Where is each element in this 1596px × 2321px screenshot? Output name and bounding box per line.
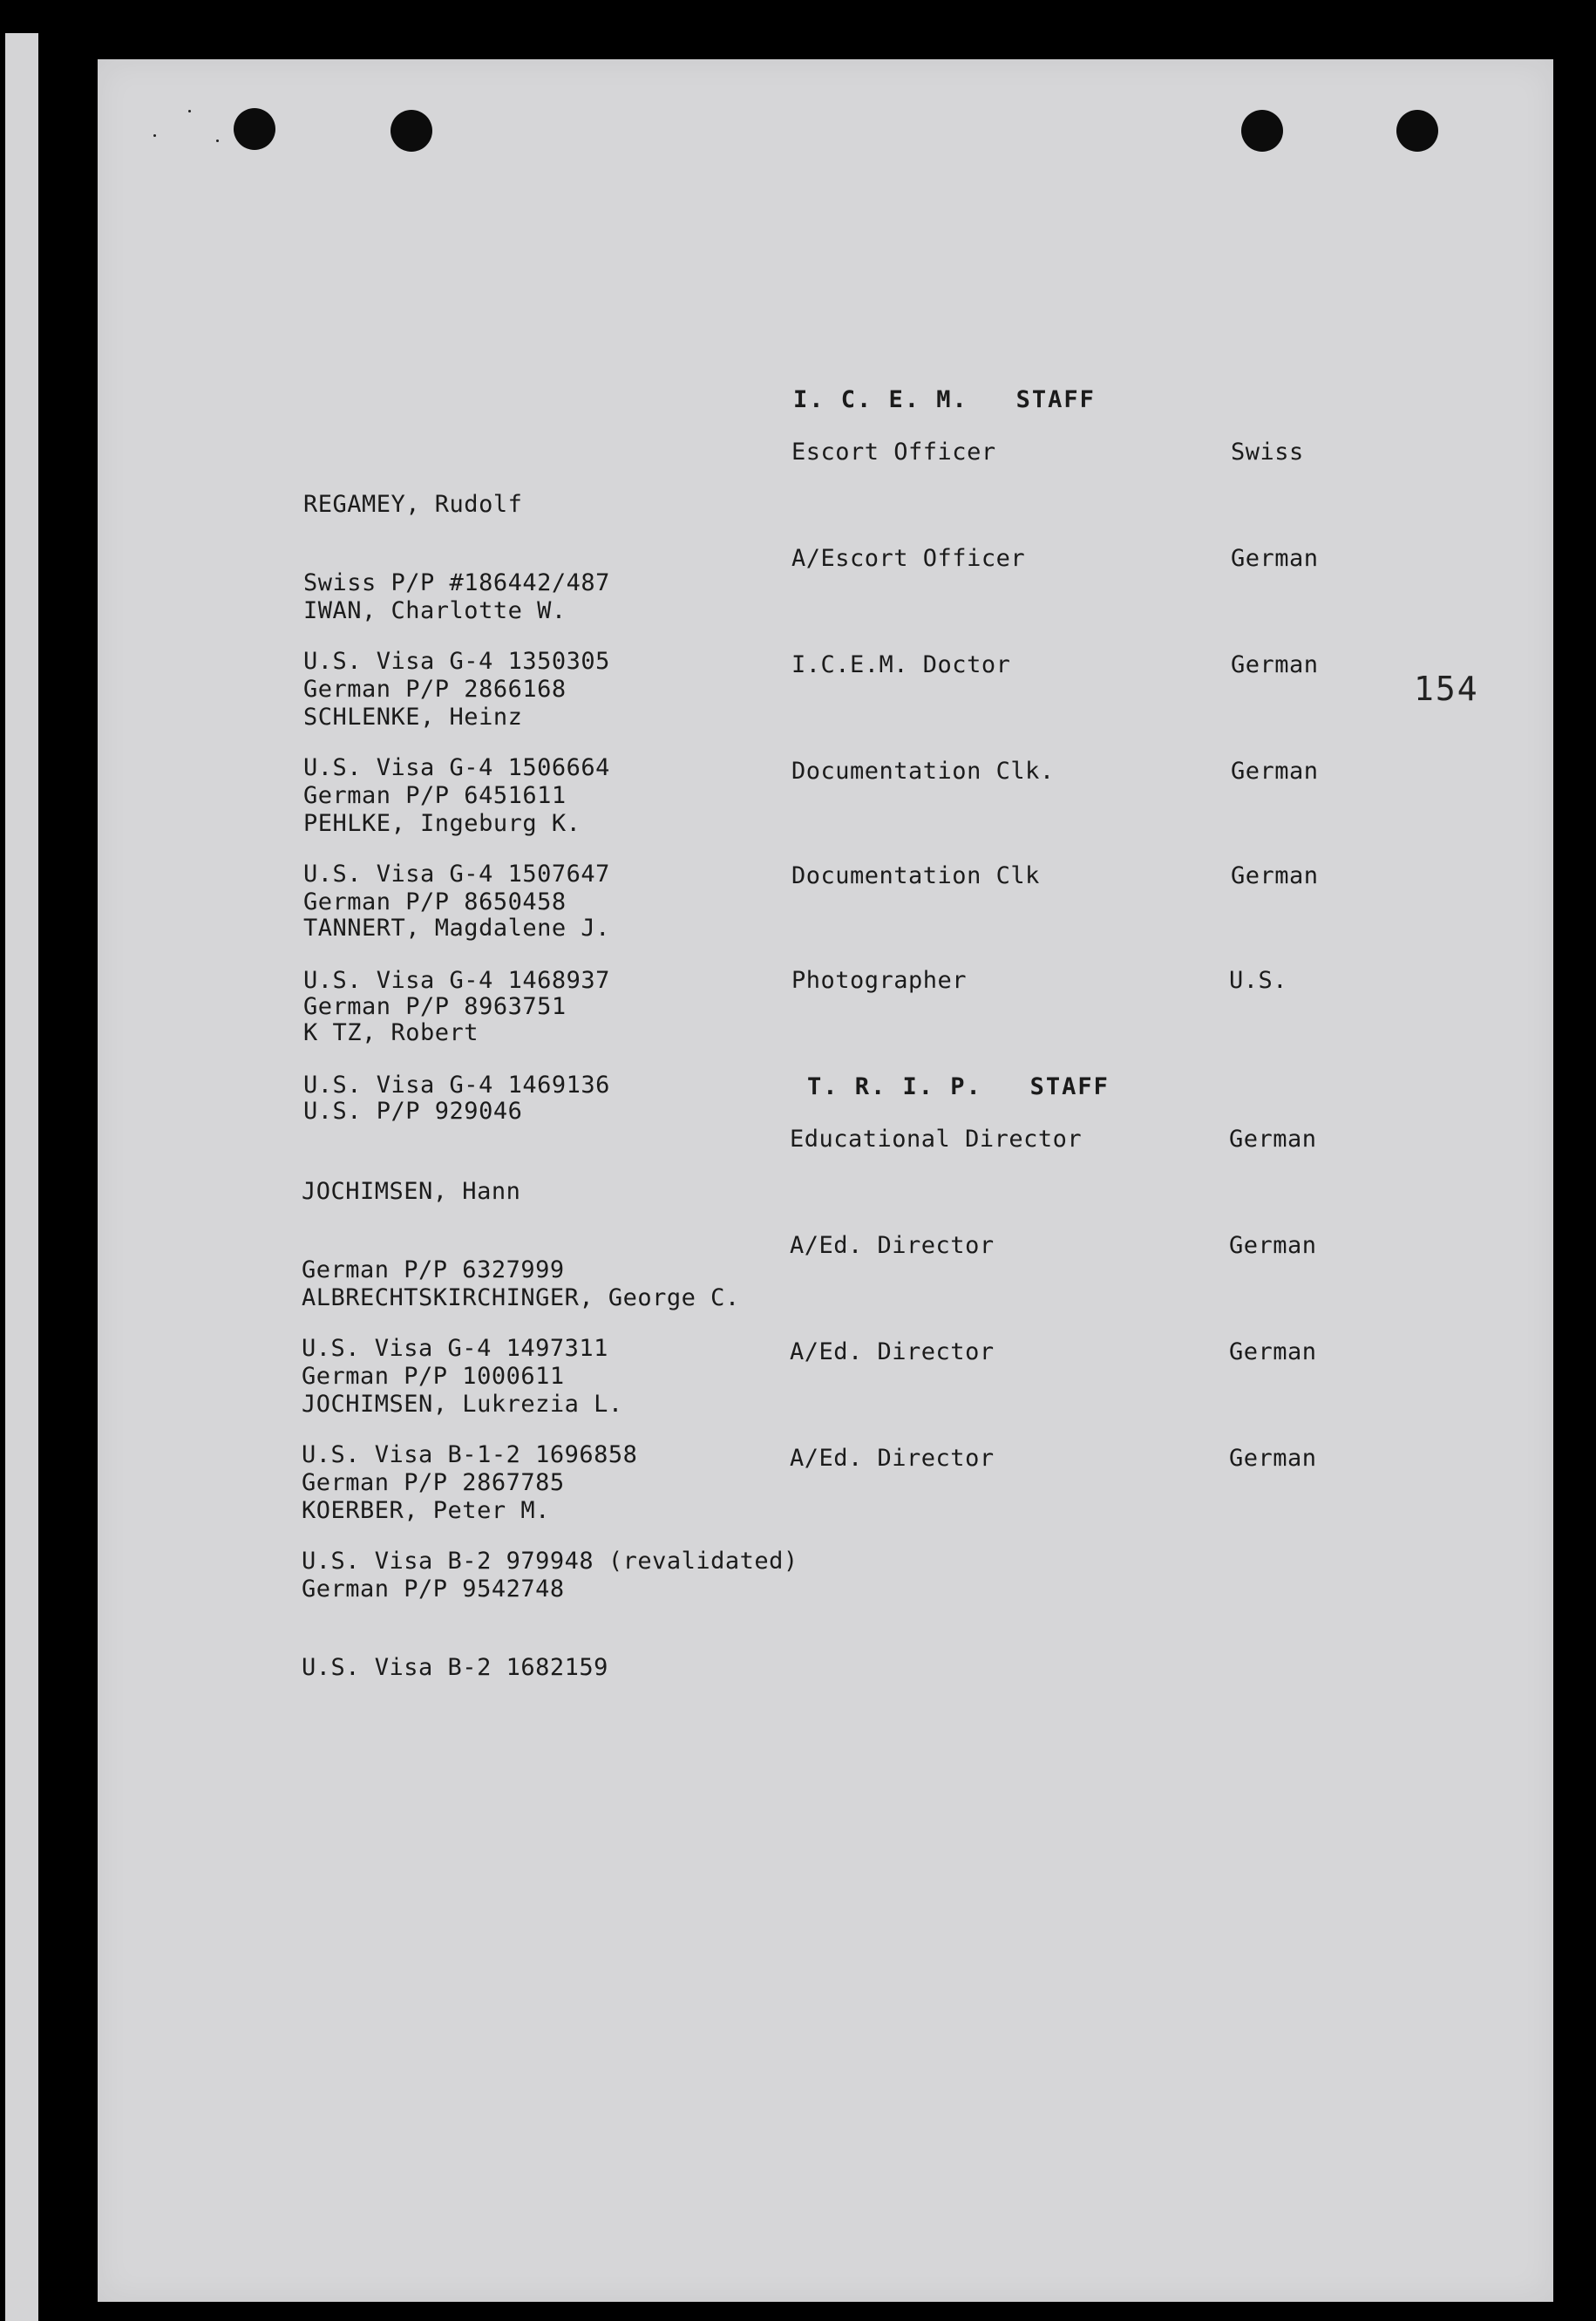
visa-line: U.S. Visa G-4 1497311 xyxy=(302,1335,608,1362)
passport-line: German P/P 8650458 xyxy=(303,888,567,915)
visa-line: U.S. Visa G-4 1350305 xyxy=(303,648,610,675)
person-name: JOCHIMSEN, Lukrezia L. xyxy=(302,1391,623,1418)
nationality-text: German xyxy=(1231,758,1319,785)
visa-line: U.S. Visa B-2 1682159 xyxy=(302,1654,608,1681)
document-page xyxy=(98,59,1553,2302)
person-name: JOCHIMSEN, Hann xyxy=(302,1178,521,1205)
visa-line: U.S. Visa B-2 979948 (revalidated) xyxy=(302,1548,798,1575)
person-name: REGAMEY, Rudolf xyxy=(303,491,523,518)
passport-line: Swiss P/P #186442/487 xyxy=(303,569,610,596)
punch-hole xyxy=(1241,110,1283,152)
person-entry xyxy=(302,1446,608,1733)
visa-line: U.S. Visa G-4 1468937 xyxy=(303,967,610,994)
passport-line: German P/P 6451611 xyxy=(303,782,567,809)
person-name: K TZ, Robert xyxy=(303,1019,479,1046)
section-heading-trip: T. R. I. P. STAFF xyxy=(807,1073,1110,1100)
adjacent-page-edge xyxy=(5,33,38,2321)
visa-line: U.S. Visa G-4 1507647 xyxy=(303,861,610,888)
position-text: I.C.E.M. Doctor xyxy=(791,651,1011,678)
person-name: ALBRECHTSKIRCHINGER, George C. xyxy=(302,1284,740,1311)
speck xyxy=(153,134,156,137)
nationality-text: German xyxy=(1229,1338,1317,1365)
passport-line: U.S. P/P 929046 xyxy=(303,1098,523,1125)
passport-line: German P/P 1000611 xyxy=(302,1363,565,1390)
speck xyxy=(188,110,191,112)
passport-line: German P/P 9542748 xyxy=(302,1576,565,1603)
nationality-text: German xyxy=(1231,862,1319,889)
section-heading-icem: I. C. E. M. STAFF xyxy=(793,386,1096,413)
speck xyxy=(216,140,219,142)
person-name: TANNERT, Magdalene J. xyxy=(303,915,610,942)
punch-hole xyxy=(391,110,432,152)
position-text: A/Escort Officer xyxy=(791,545,1026,572)
position-text: A/Ed. Director xyxy=(790,1232,995,1259)
passport-line: German P/P 6327999 xyxy=(302,1256,565,1283)
position-text: Escort Officer xyxy=(791,439,996,466)
punch-hole xyxy=(1396,110,1438,152)
punch-hole xyxy=(234,108,275,150)
person-name: PEHLKE, Ingeburg K. xyxy=(303,810,581,837)
passport-line: German P/P 2867785 xyxy=(302,1469,565,1496)
person-name: KOERBER, Peter M. xyxy=(302,1497,550,1524)
passport-line: German P/P 2866168 xyxy=(303,676,567,703)
position-text: Documentation Clk xyxy=(791,862,1040,889)
nationality-text: U.S. xyxy=(1229,967,1288,994)
passport-line: German P/P 8963751 xyxy=(303,993,567,1020)
position-text: Educational Director xyxy=(790,1126,1083,1153)
page-number: 154 xyxy=(1414,670,1479,708)
person-name: IWAN, Charlotte W. xyxy=(303,597,567,624)
person-name: SCHLENKE, Heinz xyxy=(303,704,523,731)
position-text: Photographer xyxy=(791,967,968,994)
position-text: A/Ed. Director xyxy=(790,1338,995,1365)
visa-line: U.S. Visa G-4 1506664 xyxy=(303,754,610,781)
nationality-text: Swiss xyxy=(1231,439,1304,466)
position-text: Documentation Clk. xyxy=(791,758,1055,785)
visa-line: U.S. Visa G-4 1469136 xyxy=(303,1072,610,1099)
position-text: A/Ed. Director xyxy=(790,1445,995,1472)
nationality-text: German xyxy=(1229,1232,1317,1259)
visa-line: U.S. Visa B-1-2 1696858 xyxy=(302,1441,638,1468)
nationality-text: German xyxy=(1231,651,1319,678)
nationality-text: German xyxy=(1229,1126,1317,1153)
nationality-text: German xyxy=(1231,545,1319,572)
nationality-text: German xyxy=(1229,1445,1317,1472)
